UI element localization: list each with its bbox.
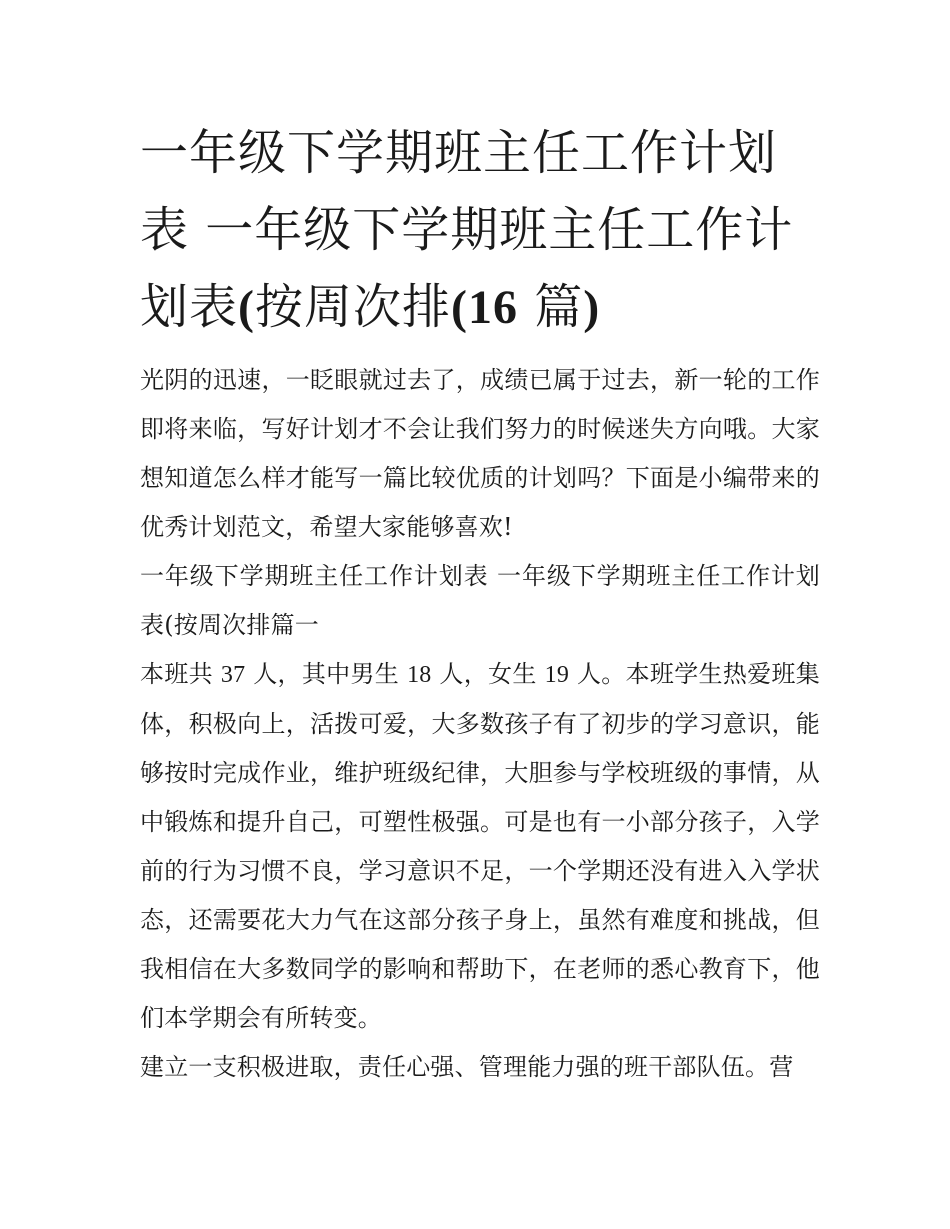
title-text-order: 按周次排 xyxy=(255,279,452,335)
class-info-paragraph xyxy=(140,650,820,1043)
title-paren-open: ( xyxy=(238,281,255,334)
class-info-text-3: 人，女生 xyxy=(431,660,545,688)
title-count: (16 xyxy=(451,281,518,334)
title-unit: 篇 xyxy=(518,279,584,335)
goal-paragraph: 建立一支积极进取，责任心强、管理能力强的班干部队伍。营 xyxy=(140,1053,794,1081)
title-paren-close: ) xyxy=(583,281,601,334)
class-info-text-1: 本班共 xyxy=(140,660,221,688)
class-total-count: 37 xyxy=(220,662,246,688)
document-body xyxy=(140,356,820,1092)
class-info-text-4: 人。本班学生热爱班集体，积极向上，活拨可爱，大多数孩子有了初步的学习意识，能够按时完成作业，维护班级纪律，大胆参与学校班级的事情，从中锻炼和提升自己，可塑性极强。可是也有一小部分孩子，入学前的行为习惯不良，学习意识不足，一个学期还没有进入入学状态，还需要花大力气在这部分孩子身上，虽然有难度和挑战，但我相信在大多数同学的影响和帮助下，在老师的悉心教育下，他们本学期会有所转变。 xyxy=(140,660,820,1032)
class-boys-count: 18 xyxy=(407,662,432,688)
intro-paragraph: 光阴的迅速，一眨眼就过去了，成绩已属于过去，新一轮的工作即将来临，写好计划才不会让我们努力的时候迷失方向哦。大家想知道怎么样才能写一篇比较优质的计划吗？下面是小编带来的优秀计划范文，希望大家能够喜欢! xyxy=(140,366,820,541)
class-girls-count: 19 xyxy=(544,662,570,688)
section-heading: 一年级下学期班主任工作计划表 一年级下学期班主任工作计划表(按周次排篇一 xyxy=(140,562,820,639)
document-title xyxy=(140,115,820,346)
class-info-text-2: 人，其中男生 xyxy=(245,660,408,688)
title-text-main: 一年级下学期班主任工作计划表 一年级下学期班主任工作计划表 xyxy=(140,125,794,335)
